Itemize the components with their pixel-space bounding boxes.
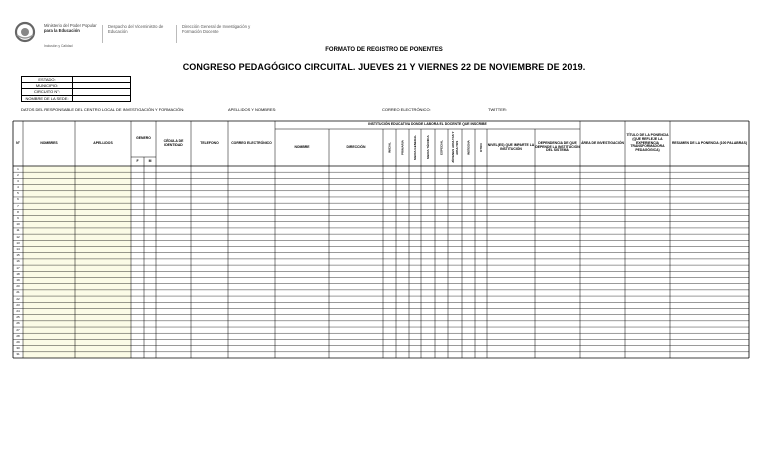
row-number: 12 [16,234,20,239]
dependency-name: Despacho del Viceministro de Educación [108,24,164,34]
col-correo-header: CORREO ELECTRÓNICO [231,140,272,145]
responsable-twitter-label: TWITTER: [488,107,507,112]
col-genero-m-header: M [148,158,152,163]
col-apellidos-header: APELLIDOS [93,140,113,145]
row-number: 8 [17,209,19,214]
col-nivel-header: INICIAL [387,142,392,153]
responsable-correo-label: CORREO ELECTRÓNICO: [382,107,431,112]
row-number: 4 [17,185,19,190]
col-nivel-header: PRIMARIA [400,140,405,155]
responsable-label: DATOS DEL RESPONSABLE DEL CENTRO LOCAL DE INVESTIGACIÓN Y FORMACIÓN: [21,107,185,112]
col-titulo-header: TÍTULO DE LA PONENCIA (QUE REFLEJE LA EXPERIENCIA TRANSFORMADORA PEDAGÓGICA) [626,133,669,153]
col-nivel-header: MEDIA TÉCNICA [426,135,430,160]
row-number: 28 [16,333,20,338]
highlighted-name-columns [23,166,131,358]
row-number: 31 [16,352,20,357]
row-number: 13 [16,240,20,245]
row-number: 19 [16,277,20,282]
row-number: 17 [16,265,20,270]
row-number: 1 [17,166,19,171]
institucion-group-header: INSTITUCIÓN EDUCATIVA DONDE LABORA EL DOCENTE QUE INSCRIBE [368,122,487,127]
col-dependencia-header: DEPENDENCIA DE QUE DEPENDE LA INSTITUCIÓN DEL SISTEMA [535,140,580,153]
row-number: 22 [16,296,20,301]
col-number-header: N° [16,140,20,145]
row-number: 18 [16,271,20,276]
row-number: 11 [16,228,20,233]
col-nivel-header: OTRO [479,143,483,152]
row-number: 25 [16,315,20,320]
col-area-header: ÁREA DE INVESTIGACIÓN [581,140,624,145]
row-number: 29 [16,339,20,344]
col-nombre-institucion-header: NOMBRE [294,144,310,149]
row-number: 15 [16,253,20,258]
col-telefono-header: TELEFONO [200,140,219,145]
col-resumen-header: RESUMEN DE LA PONENCIA (100 PALABRAS) [671,140,748,145]
col-nivel-header: ESPECIAL [439,140,444,156]
col-cedula-header: CÉDULA DE IDENTIDAD [163,138,184,147]
col-direccion-header: DIRECCIÓN [346,144,366,149]
row-number: 2 [17,172,19,177]
congress-title: CONGRESO PEDAGÓGICO CIRCUITAL. JUEVES 21 Y VIERNES 22 DE NOVIEMBRE DE 2019. [182,62,586,72]
row-number: 24 [16,308,20,313]
row-number: 16 [16,259,20,264]
row-number: 14 [16,247,20,252]
row-number: 6 [17,197,19,202]
col-nivel-header: INDÍGENA [466,140,471,155]
row-number: 23 [16,302,20,307]
responsable-apellidos-label: APELLIDOS Y NOMBRES: [228,107,277,112]
row-number: 9 [17,216,19,221]
format-title: FORMATO DE REGISTRO DE PONENTES [325,47,443,53]
row-number: 27 [16,327,20,332]
row-number: 26 [16,321,20,326]
col-niveles-header: NIVEL(ES) QUE IMPARTE LA INSTITUCIÓN [487,142,535,151]
direction-name: Dirección General de Investigación y Formación Docente [182,24,251,34]
col-nombres-header: NOMBRES [40,140,58,145]
municipio-label: MUNICIPIO: [22,83,73,89]
estado-label: ESTADO: [22,77,73,83]
row-number: 21 [16,290,20,295]
row-number: 3 [17,178,19,183]
col-genero-header: GENERO [136,136,151,141]
ministry-tagline: Inclusión y Calidad [44,44,73,48]
row-number: 20 [16,284,20,289]
ministry-name: Ministerio del Poder Popular para la Educación [44,23,97,33]
row-number: 30 [16,346,20,351]
row-number: 5 [17,191,19,196]
row-number: 10 [16,222,20,227]
sede-label: NOMBRE DE LA SEDE: [22,95,73,101]
col-nivel-header: MEDIA GENERAL [413,134,417,161]
row-number: 7 [17,203,19,208]
circuito-label: CIRCUITO N°: [22,89,73,95]
col-nivel-header: JÓVENES ADULTAS Y ADULTOS [451,131,459,164]
col-genero-f-header: F [136,158,139,163]
